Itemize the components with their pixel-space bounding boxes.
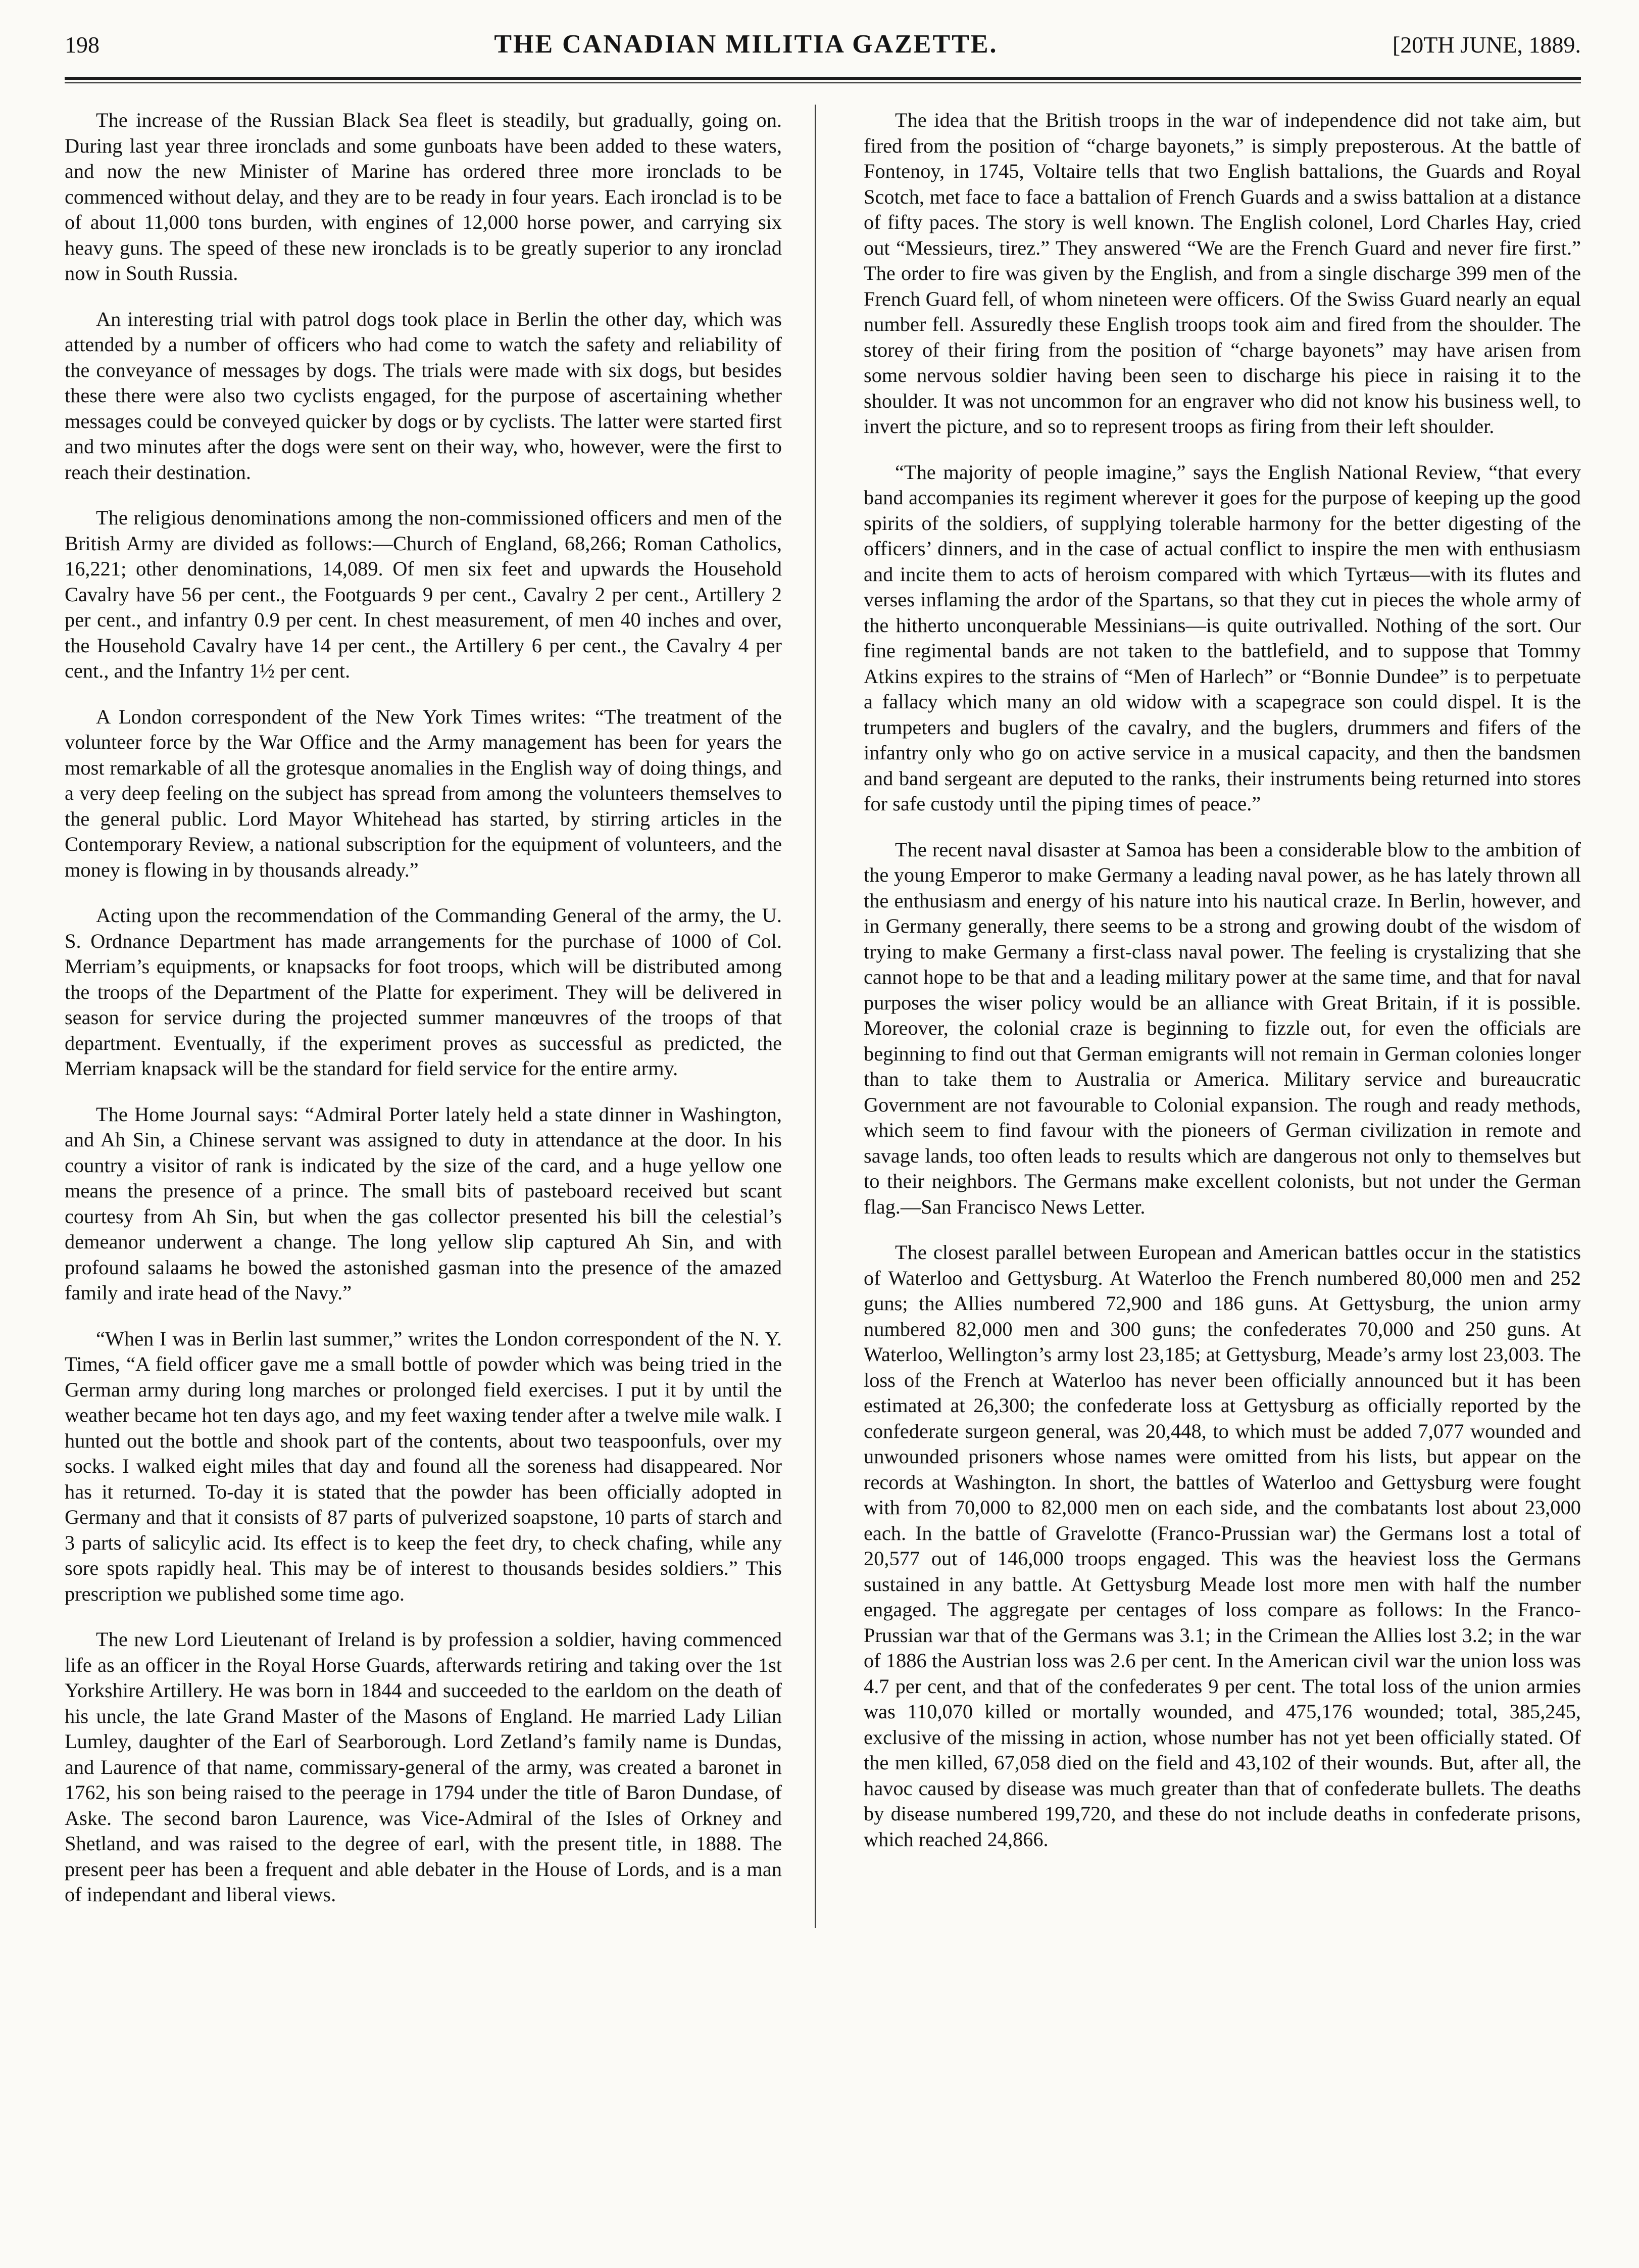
right-column [864,108,1581,1928]
page-number: 198 [65,32,100,58]
issue-date: [20TH JUNE, 1889. [1392,32,1581,58]
article-patrol-dogs: An interesting trial with patrol dogs took place in Berlin the other day, which was attended by a number of officers who had come to watch the safety and reliability of the conveyance of messages by dogs. The trials were made with six dogs, but besides these there were also two cyclists engaged, for the purpose of ascertaining whether messages could be conveyed quicker by dogs or by cyclists. The latter were started first and two minutes after the dogs were sent on their way, who, however, were the first to reach their destination. [65,307,782,484]
article-volunteer-force: A London correspondent of the New York Times writes: “The treatment of the volunteer force by the War Office and the Army management has been for years the most remarkable of all the grotesque anomalies in the English way of doing things, and a very deep feeling on the subject has spread from among the volunteers themselves to the general public. Lord Mayor Whitehead has started, by stirring articles in the Contemporary Review, a national subscription for the equipment of volunteers, and the money is flowing in by thousands already.” [65,705,782,881]
article-foot-powder: “When I was in Berlin last summer,” writes the London correspondent of the N. Y. Times, “A field officer gave me a small bottle of powder which was being tried in the German army during long marches or prolonged field exercises. I put it by until the weather became hot ten days ago, and my feet waxing tender after a twelve mile walk. I hunted out the bottle and shook part of the contents, about two teaspoonfuls, over my socks. I walked eight miles that day and found all the soreness had disappeared. Nor has it returned. To-day it is stated that the powder has been officially adopted in Germany and that it consists of 87 parts of pulverized soapstone, 10 parts of starch and 3 parts of salicylic acid. Its effect is to keep the feet dry, to check chafing, while any sore spots rapidly heal. This may be of interest to thousands besides soldiers.” This prescription we published some time ago. [65,1327,782,1605]
article-regimental-bands: “The majority of people imagine,” says the English National Review, “that every band accompanies its regiment wherever it goes for the purpose of keeping up the good spirits of the soldiers, of supplying tolerable harmony for the better digesting of the officers’ dinners, and in the case of actual conflict to inspire the men with enthusiasm and incite them to acts of heroism compared with which Tyrtæus—with its flutes and verses inflaming the ardor of the Spartans, so that they cut in pieces the whole army of the hitherto unconquerable Messinians—is quite outrivalled. Nothing of the sort. Our fine regimental bands are not taken to the battlefield, and to suppose that Tommy Atkins expires to the strains of “Men of Harlech” or “Bonnie Dundee” is to perpetuate a fallacy which many an old widow with a scapegrace son could dispel. It is the trumpeters and buglers of the cavalry, and the buglers, drummers and fifers of the infantry only who go on active service in a musical capacity, and then the bandsmen and band sergeant are deputed to the ranks, their instruments being returned into stores for safe custody until the piping times of peace.” [864,460,1581,815]
masthead-title: THE CANADIAN MILITIA GAZETTE. [494,30,998,59]
article-merriam-knapsack: Acting upon the recommendation of the Commanding General of the army, the U. S. Ordnance Department has made arrangements for the purchase of 1000 of Col. Merriam’s equipments, or knapsacks for foot troops, which will be distributed among the troops of the Department of the Platte for experiment. They will be delivered in season for service during the projected summer manœuvres of the troops of that department. Eventually, if the experiment proves as successful as predicted, the Merriam knapsack will be the standard for field service for the entire army. [65,904,782,1080]
article-charge-bayonets: The idea that the British troops in the war of independence did not take aim, but fired from the position of “charge bayonets,” is simply preposterous. At the battle of Fontenoy, in 1745, Voltaire tells that two English battalions, the Guards and Royal Scotch, met face to face a battalion of French Guards and a swiss battalion at a distance of fifty paces. The story is well known. The English colonel, Lord Charles Hay, cried out “Messieurs, tirez.” They answered “We are the French Guard and never fire first.” The order to fire was given by the English, and from a single discharge 399 men of the French Guard fell, of whom nineteen were officers. Of the Swiss Guard nearly an equal number fell. Assuredly these English troops took aim and fired from the shoulder. The storey of their firing from the position of “charge bayonets” may have arisen from some nervous soldier having been seen to discharge his piece in raising it to the shoulder. It was not uncommon for an engraver who did not know his business well, to invert the picture, and so to represent troops as firing from their left shoulder. [864,109,1581,438]
article-columns [65,108,1581,1928]
article-russian-fleet: The increase of the Russian Black Sea fleet is steadily, but gradually, going on. During last year three ironclads and some gunboats have been added to these waters, and now the new Minister of Marine has ordered three more ironclads to be commenced without delay, and they are to be ready in four years. Each ironclad is to be of about 11,000 tons burden, with engines of 12,000 horse power, and carrying six heavy guns. The speed of these new ironclads is to be greatly superior to any ironclad now in South Russia. [65,109,782,284]
column-divider [815,105,816,1928]
article-samoa-disaster: The recent naval disaster at Samoa has been a considerable blow to the ambition of the young Emperor to make Germany a leading naval power, as he has lately thrown all the enthusiasm and energy of his nature into his nautical craze. In Berlin, however, and in Germany generally, there seems to be a strong and growing doubt of the wisdom of trying to make Germany a first-class naval power. The feeling is crystalizing that she cannot hope to be that and a leading military power at the same time, and that for naval purposes the wiser policy would be an alliance with Great Britain, if it is possible. Moreover, the colonial craze is beginning to fizzle out, for even the officials are beginning to find out that German emigrants will not remain in German colonies longer than to take them to Australia or America. Military service and bureaucratic Government are not favourable to Colonial expansion. The rough and ready methods, which seem to find favour with the pioneers of German civilization in remote and savage lands, too often leads to results which are dangerous not only to themselves but to their neighbors. The Germans make excellent colonists, but not under the German flag.—San Francisco News Letter. [864,838,1581,1218]
left-column [65,108,782,1928]
article-ah-sin: The Home Journal says: “Admiral Porter lately held a state dinner in Washington, and Ah Sin, a Chinese servant was assigned to duty in attendance at the door. In his country a visitor of rank is indicated by the size of the card, and a huge yellow one means the presence of a prince. The small bits of pasteboard received but scant courtesy from Ah Sin, but when the gas collector presented his bill the celestial’s demeanor underwent a change. The long yellow slip captured Ah Sin, and with profound salaams he bowed the astonished gasman into the presence of the amazed family and irate head of the Navy.” [65,1102,782,1304]
article-waterloo-gettysburg: The closest parallel between European and American battles occur in the statistics of Waterloo and Gettysburg. At Waterloo the French numbered 80,000 men and 252 guns; the Allies numbered 72,900 and 186 guns. At Gettysburg, the union army numbered 82,000 men and 300 guns; the confederates 70,000 and 250 guns. At Waterloo, Wellington’s army lost 23,185; at Gettysburg, Meade’s army lost 23,003. The loss of the French at Waterloo has never been officially announced but it has been estimated at 26,300; the confederate loss at Gettysburg as officially reported by the confederate surgeon general, was 20,448, to which must be added 7,077 wounded and unwounded prisoners whose names were omitted from his lists, but appear on the records at Washington. In short, the battles of Waterloo and Gettysburg were fought with from 70,000 to 82,000 men on each side, and the combatants lost about 23,000 each. In the battle of Gravelotte (Franco-Prussian war) the Germans lost a total of 20,577 out of 146,000 troops engaged. This was the heaviest loss the Germans sustained in any battle. At Gettysburg Meade lost more men with half the number engaged. The aggregate per centages of loss compare as follows: In the Franco-Prussian war that of the Germans was 3.1; in the Crimean the Allies lost 3.2; in the war of 1886 the Austrian loss was 2.6 per cent. In the American civil war the union loss was 4.7 per cent, and that of the confederates 9 per cent. The total loss of the union armies was 110,070 killed or mortally wounded, and 475,176 wounded; total, 385,245, exclusive of the missing in action, whose number has not yet been officially stated. Of the men killed, 67,058 died on the field and 43,102 of their wounds. But, after all, the havoc caused by disease was much greater than that of confederate bullets. The deaths by disease numbered 199,720, and these do not include deaths in confederate prisons, which reached 24,866. [864,1241,1581,1851]
article-lord-lieutenant: The new Lord Lieutenant of Ireland is by profession a soldier, having commenced life as an officer in the Royal Horse Guards, afterwards retiring and taking over the 1st Yorkshire Artillery. He was born in 1844 and succeeded to the earldom on the death of his uncle, the late Grand Master of the Masons of England. He married Lady Lilian Lumley, daughter of the Earl of Searborough. Lord Zetland’s family name is Dundas, and Laurence of that name, commissary-general of the army, was created a baronet in 1762, his son being raised to the peerage in 1794 under the title of Baron Dundase, of Aske. The second baron Laurence, was Vice-Admiral of the Isles of Orkney and Shetland, and was raised to the degree of earl, with the present title, in 1888. The present peer has been a frequent and able debater in the House of Lords, and is a man of independant and liberal views. [65,1628,782,1906]
header-rule-thick [65,77,1581,80]
header-rule-thin [65,82,1581,83]
article-religious-denominations: The religious denominations among the non-commissioned officers and men of the British Army are divided as follows:—Church of England, 68,266; Roman Catholics, 16,221; other denominations, 14,089. Of men six feet and upwards the Household Cavalry have 56 per cent., the Footguards 9 per cent., Cavalry 2 per cent., Artillery 2 per cent., and infantry 0.9 per cent. In chest measurement, of men 40 inches and over, the Household Cavalry have 14 per cent., the Artillery 6 per cent., the Cavalry 4 per cent., and the Infantry 1½ per cent. [65,506,782,682]
page-header [65,29,1581,76]
